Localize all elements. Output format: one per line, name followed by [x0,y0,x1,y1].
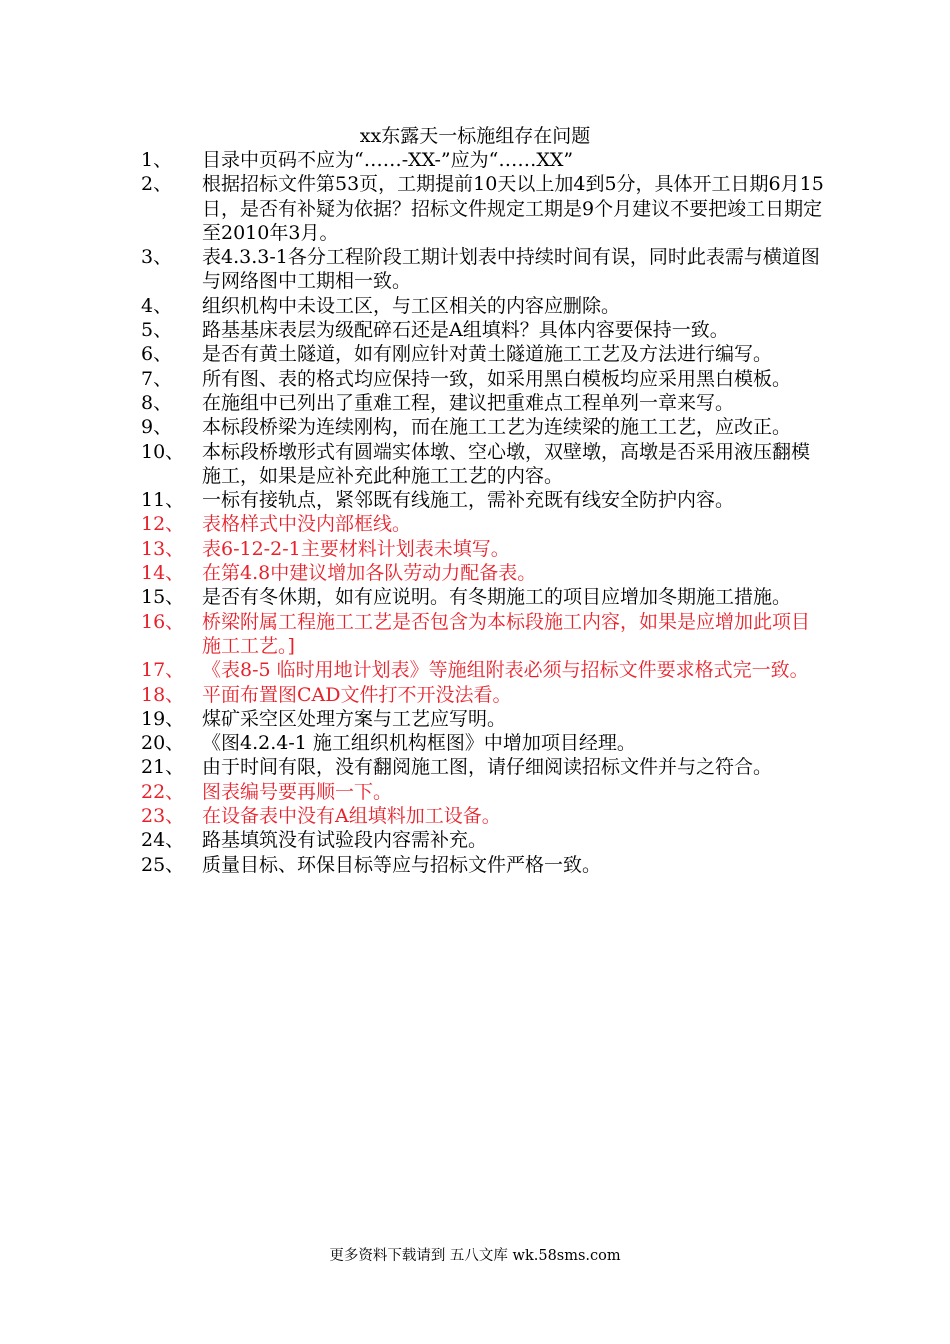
item-number: 15、 [141,586,185,609]
item-text: 质量目标、环保目标等应与招标文件严格一致。 [202,853,602,876]
item-text: 表格样式中没内部框线。 [202,513,412,536]
list-item [141,731,831,755]
item-number: 25、 [141,853,185,876]
item-number: 13、 [141,537,185,560]
list-item [141,780,831,804]
list-item [141,585,831,609]
list-item [141,367,831,391]
item-number: 7、 [141,367,173,390]
item-text: 本标段桥梁为连续刚构，而在施工工艺为连续梁的施工工艺，应改正。 [202,416,792,439]
item-text: 根据招标文件第53页，工期提前10天以上加4到5分，具体开工日期6月15日，是否有补疑为依据？招标文件规定工期是9个月建议不要把竣工日期定至2010年3月。 [202,173,824,244]
item-text: 一标有接轨点，紧邻既有线施工，需补充既有线安全防护内容。 [202,489,735,512]
item-text: 路基填筑没有试验段内容需补充。 [202,829,488,852]
item-text: 煤矿采空区处理方案与工艺应写明。 [202,707,507,730]
list-item [141,148,831,172]
page-footer: 更多资料下载请到 五八文库 wk.58sms.com [329,1248,621,1264]
item-number: 23、 [141,805,185,828]
list-item [141,245,831,294]
item-text: 在第4.8中建议增加各队劳动力配备表。 [202,562,537,585]
item-number: 16、 [141,610,185,633]
item-number: 10、 [141,440,185,463]
item-number: 14、 [141,562,185,585]
list-item [141,512,831,536]
list-item [141,488,831,512]
item-number: 1、 [141,149,173,171]
item-number: 20、 [141,732,185,755]
list-item [141,537,831,561]
item-number: 9、 [141,416,173,439]
item-text: 本标段桥墩形式有圆端实体墩、空心墩，双壁墩，高墩是否采用液压翻模施工，如果是应补充此种施工工艺的内容。 [202,440,811,487]
list-item [141,828,831,852]
item-text: 目录中页码不应为“……-XX-”应为“……XX” [202,149,574,171]
item-number: 18、 [141,683,185,706]
item-number: 21、 [141,756,185,779]
list-item [141,561,831,585]
item-number: 22、 [141,780,185,803]
item-text: 在设备表中没有A组填料加工设备。 [202,805,501,828]
item-text: 是否有冬休期，如有应说明。有冬期施工的项目应增加冬期施工措施。 [202,586,792,609]
list-item [141,707,831,731]
item-text: 组织机构中未设工区，与工区相关的内容应删除。 [202,294,621,317]
list-item [141,853,831,877]
item-text: 所有图、表的格式均应保持一致，如采用黑白模板均应采用黑白模板。 [202,367,792,390]
document-title: xx东露天一标施组存在问题 [359,125,591,147]
issue-list [141,148,831,877]
item-number: 2、 [141,173,173,196]
item-number: 5、 [141,319,173,342]
item-number: 4、 [141,294,173,317]
item-number: 12、 [141,513,185,536]
list-item [141,755,831,779]
item-text: 表6-12-2-1主要材料计划表未填写。 [202,537,510,560]
list-item [141,683,831,707]
list-item [141,318,831,342]
list-item [141,658,831,682]
list-item [141,294,831,318]
list-item [141,415,831,439]
list-item [141,342,831,366]
item-text: 路基基床表层为级配碎石还是A组填料？具体内容要保持一致。 [202,319,729,342]
item-number: 11、 [141,489,185,512]
item-number: 19、 [141,707,185,730]
item-text: 桥梁附属工程施工工艺是否包含为本标段施工内容，如果是应增加此项目施工工艺。] [202,610,811,657]
item-number: 3、 [141,246,173,269]
item-number: 17、 [141,659,185,682]
item-number: 6、 [141,343,173,366]
list-item [141,391,831,415]
item-text: 由于时间有限，没有翻阅施工图，请仔细阅读招标文件并与之符合。 [202,756,773,779]
item-text: 《表8-5 临时用地计划表》等施组附表必须与招标文件要求格式完一致。 [202,659,809,682]
list-item [141,440,831,489]
item-number: 8、 [141,391,173,414]
item-text: 平面布置图CAD文件打不开没法看。 [202,683,512,706]
item-text: 在施组中已列出了重难工程，建议把重难点工程单列一章来写。 [202,391,735,414]
list-item [141,804,831,828]
item-text: 图表编号要再顺一下。 [202,780,393,803]
item-number: 24、 [141,829,185,852]
item-text: 是否有黄土隧道，如有刚应针对黄土隧道施工工艺及方法进行编写。 [202,343,773,366]
item-text: 表4.3.3-1各分工程阶段工期计划表中持续时间有误，同时此表需与横道图与网络图中工期相一致。 [202,246,820,293]
list-item [141,172,831,245]
item-text: 《图4.2.4-1 施工组织机构框图》中增加项目经理。 [202,732,636,755]
list-item [141,610,831,659]
